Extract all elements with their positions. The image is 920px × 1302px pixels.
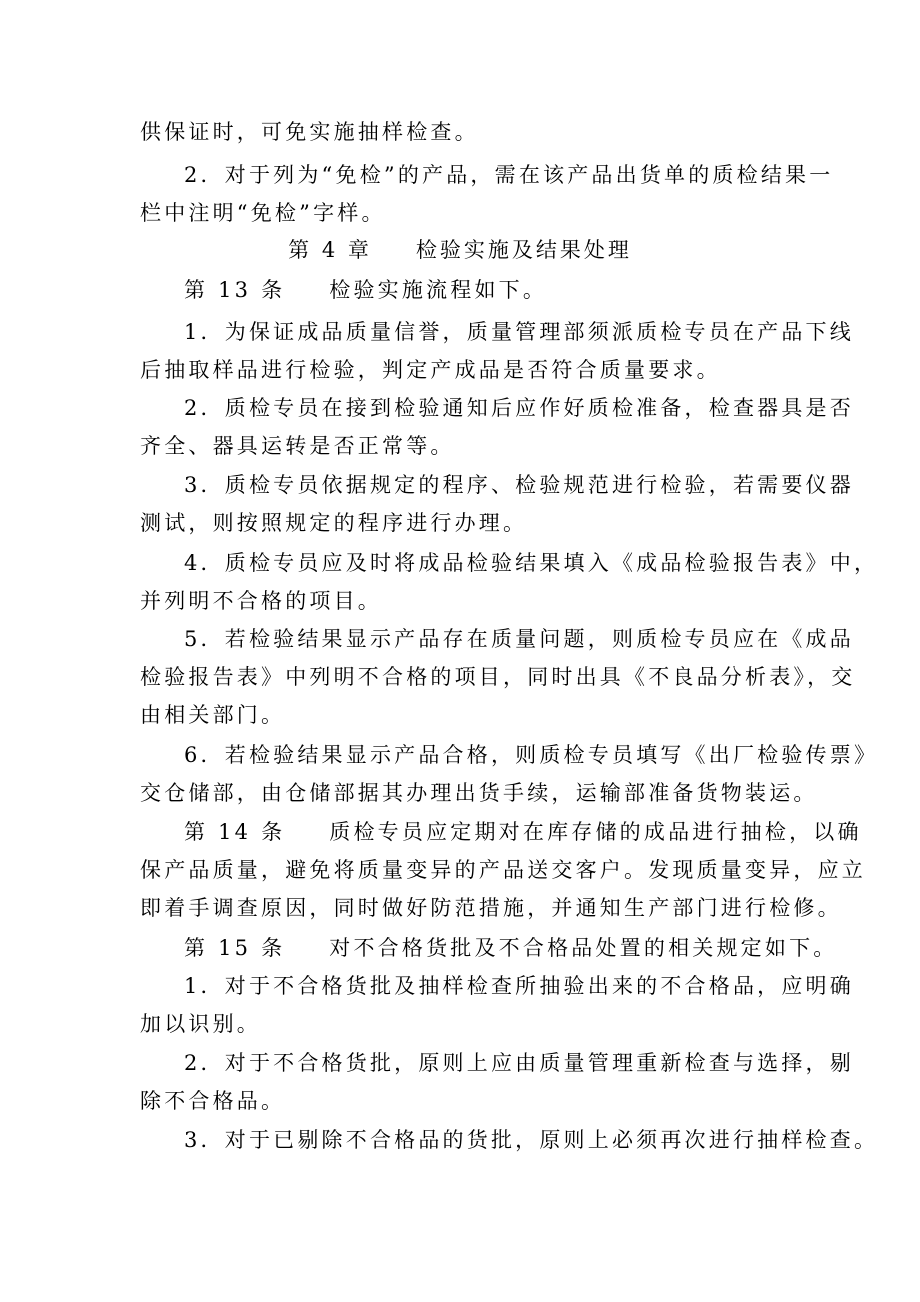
paragraph-line: 交仓储部，由仓储部据其办理出货手续，运输部准备货物装运。 — [140, 781, 818, 805]
article-heading — [184, 928, 838, 968]
article-heading — [184, 270, 800, 310]
paragraph-line: 3．质检专员依据规定的程序、检验规范进行检验，若需要仪器 — [184, 473, 854, 497]
article-heading — [184, 812, 862, 852]
paragraph-line: 5．若检验结果显示产品存在质量问题，则质检专员应在《成品 — [184, 627, 854, 651]
paragraph-line: 4．质检专员应及时将成品检验结果填入《成品检验报告表》中， — [184, 551, 879, 575]
paragraph-line: 1．对于不合格货批及抽样检查所抽验出来的不合格品，应明确 — [184, 974, 854, 998]
article-number: 第 15 条 — [184, 936, 286, 960]
paragraph-line: 1．为保证成品质量信誉，质量管理部须派质检专员在产品下线 — [184, 320, 854, 344]
paragraph-line: 检验报告表》中列明不合格的项目，同时出具《不良品分析表》，交 — [140, 665, 856, 689]
article-text: 质检专员应定期对在库存储的成品进行抽检，以确 — [329, 820, 862, 844]
paragraph-line: 供保证时，可免实施抽样检查。 — [140, 120, 479, 144]
article-number: 第 13 条 — [184, 278, 286, 302]
paragraph-line: 由相关部门。 — [140, 703, 286, 727]
paragraph-line: 加以识别。 — [140, 1012, 261, 1036]
paragraph-line: 2．对于列为“免检”的产品，需在该产品出货单的质检结果一 — [184, 163, 834, 187]
chapter-heading — [140, 230, 780, 270]
article-text: 检验实施流程如下。 — [329, 278, 548, 302]
paragraph-line: 除不合格品。 — [140, 1089, 286, 1113]
paragraph-line: 保产品质量，避免将质量变异的产品送交客户。发现质量变异，应立 — [140, 858, 866, 882]
paragraph-line: 2．质检专员在接到检验通知后应作好质检准备，检查器具是否 — [184, 396, 854, 420]
paragraph-line: 后抽取样品进行检验，判定产成品是否符合质量要求。 — [140, 358, 721, 382]
paragraph-line: 2．对于不合格货批，原则上应由质量管理重新检查与选择，剔 — [184, 1051, 854, 1075]
chapter-title: 检验实施及结果处理 — [415, 238, 632, 262]
paragraph-line: 齐全、器具运转是否正常等。 — [140, 434, 455, 458]
paragraph-line: 即着手调查原因，同时做好防范措施，并通知生产部门进行检修。 — [140, 896, 842, 920]
article-text: 对不合格货批及不合格品处置的相关规定如下。 — [329, 936, 838, 960]
paragraph-line: 栏中注明“免检”字样。 — [140, 201, 386, 225]
paragraph-line: 3．对于已剔除不合格品的货批，原则上必须再次进行抽样检查。 — [184, 1128, 879, 1152]
chapter-number: 第 4 章 — [288, 238, 372, 262]
paragraph-line: 6．若检验结果显示产品合格，则质检专员填写《出厂检验传票》 — [184, 743, 879, 767]
paragraph-line: 测试，则按照规定的程序进行办理。 — [140, 511, 528, 535]
paragraph-line: 并列明不合格的项目。 — [140, 589, 382, 613]
article-number: 第 14 条 — [184, 820, 286, 844]
